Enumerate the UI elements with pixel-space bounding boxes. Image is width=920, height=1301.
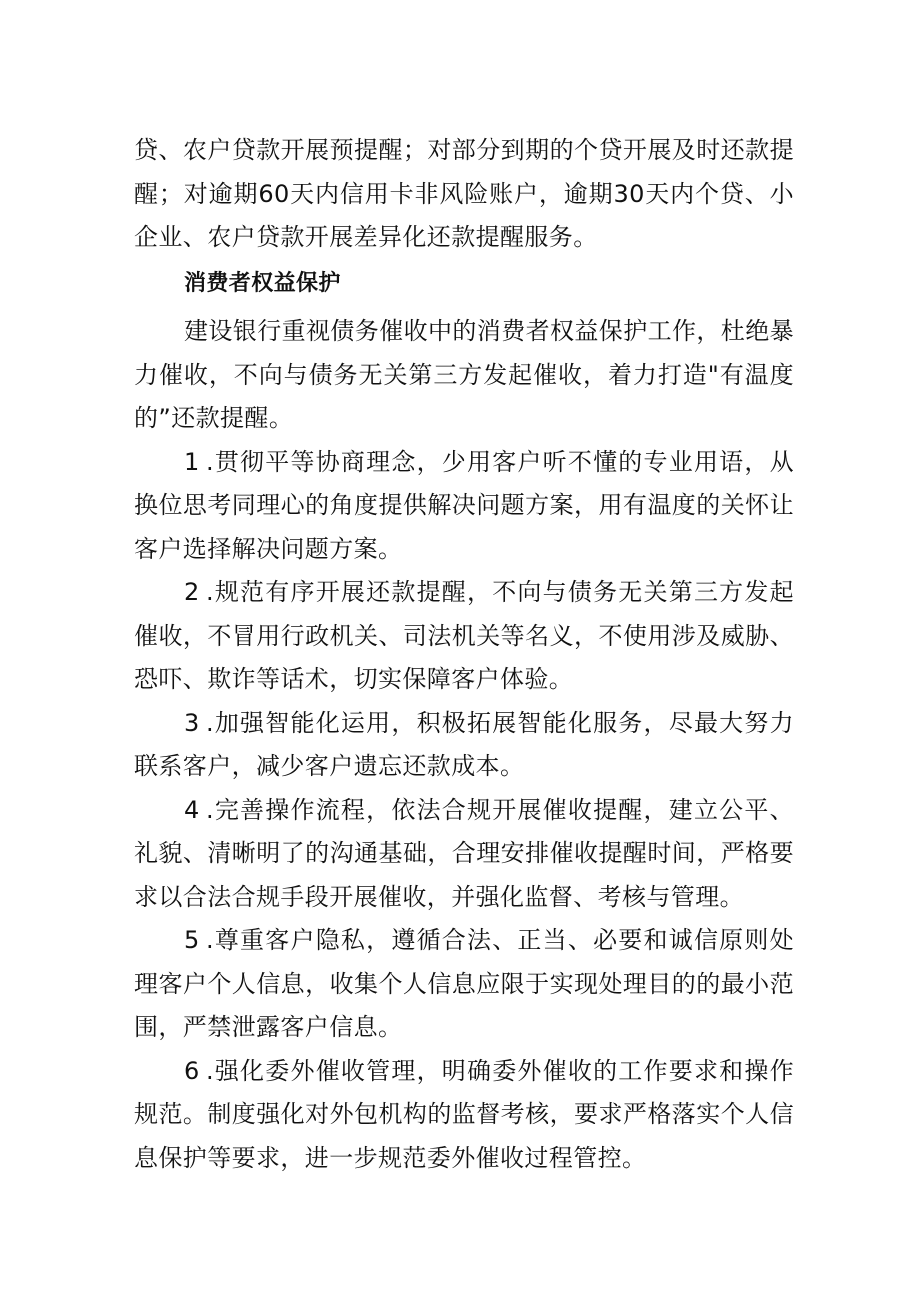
list-item-text: .完善操作流程，依法合规开展催收提醒，建立公平、礼貌、清晰明了的沟通基础，合理安排催收提醒时间，严格要求以合法合规手段开展催收，并强化监督、考核与管理。 (134, 795, 794, 911)
list-item-text: .尊重客户隐私，遵循合法、正当、必要和诚信原则处理客户个人信息，收集个人信息应限于实现处理目的的最小范围，严禁泄露客户信息。 (134, 926, 794, 1041)
list-item-3 (134, 702, 794, 789)
section-heading: 消费者权益保护 (184, 270, 341, 296)
section-paragraph: 建设银行重视债务催收中的消费者权益保护工作，杜绝暴力催收，不向与债务无关第三方发起催收，着力打造"有温度的”还款提醒。 (134, 317, 794, 432)
list-item-text: .规范有序开展还款提醒，不向与债务无关第三方发起催收，不冒用行政机关、司法机关等名义，不使用涉及威胁、恐吓、欺诈等话术，切实保障客户体验。 (134, 578, 794, 693)
list-item-text: .加强智能化运用，积极拓展智能化服务，尽最大努力联系客户，减少客户遗忘还款成本。 (134, 708, 794, 780)
list-item-number: 2 (184, 578, 200, 606)
list-item-2 (134, 571, 794, 702)
list-item-number: 1 (184, 447, 200, 476)
list-item-number: 4 (184, 795, 200, 824)
document-body (134, 129, 794, 1180)
intro-paragraph: 贷、农户贷款开展预提醒；对部分到期的个贷开展及时还款提醒；对逾期60天内信用卡非风险账户，逾期30天内个贷、小企业、农户贷款开展差异化还款提醒服务。 (134, 136, 794, 251)
list-item-text: .强化委外催收管理，明确委外催收的工作要求和操作规范。制度强化对外包机构的监督考核，要求严格落实个人信息保护等要求，进一步规范委外催收过程管控。 (134, 1056, 794, 1172)
list-item-number: 3 (184, 708, 200, 737)
list-item-6 (134, 1050, 794, 1181)
list-item-number: 5 (184, 926, 200, 954)
list-item-5 (134, 919, 794, 1050)
list-item-1 (134, 441, 794, 572)
list-item-text: .贯彻平等协商理念，少用客户听不懂的专业用语，从换位思考同理心的角度提供解决问题方案，用有温度的关怀让客户选择解决问题方案。 (134, 447, 794, 563)
list-item-number: 6 (184, 1056, 200, 1085)
list-item-4 (134, 789, 794, 920)
